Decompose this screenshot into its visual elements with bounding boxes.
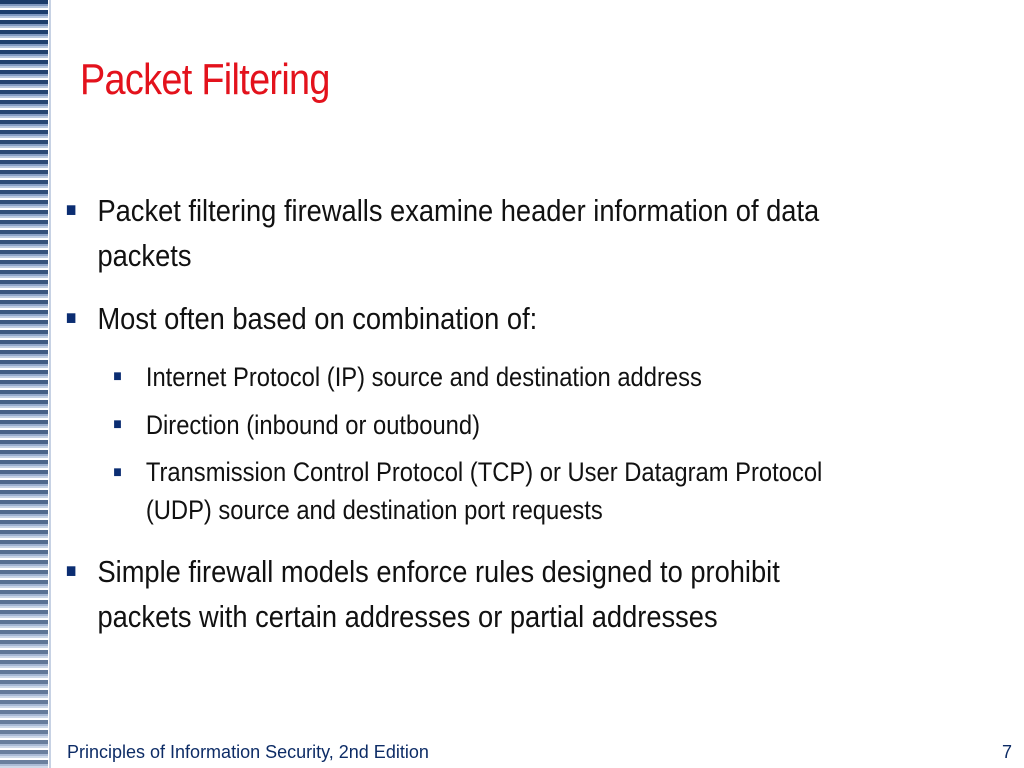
sub-bullet-tcp-udp [64, 453, 856, 529]
left-divider-line [49, 0, 51, 768]
square-bullet-icon: ■ [65, 199, 77, 221]
bullet-item-combination [64, 296, 856, 341]
bullet-item-simple-models [64, 549, 856, 639]
sub-bullet-text: Direction (inbound or outbound) [145, 410, 481, 440]
footer-book-title: Principles of Information Security, 2nd Edition [67, 742, 429, 762]
bullet-text: Simple firewall models enforce rules designed to prohibit packets with certain addresses or partial addresses [97, 554, 780, 634]
square-bullet-icon: ■ [113, 416, 122, 433]
sub-bullet-list [64, 357, 856, 529]
slide-content [64, 188, 856, 657]
sub-bullet-text: Transmission Control Protocol (TCP) or User Datagram Protocol (UDP) source and destination port requests [145, 457, 823, 525]
sub-bullet-text: Internet Protocol (IP) source and destination address [145, 362, 702, 392]
sub-bullet-direction [64, 405, 856, 445]
square-bullet-icon: ■ [65, 307, 77, 329]
bullet-text: Most often based on combination of: [97, 301, 538, 336]
slide-title: Packet Filtering [80, 55, 330, 104]
bullet-item-packet-filtering [64, 188, 856, 278]
page-number: 7 [1001, 742, 1012, 762]
square-bullet-icon: ■ [113, 464, 122, 481]
left-striped-band [0, 0, 48, 768]
square-bullet-icon: ■ [65, 560, 77, 582]
sub-bullet-ip-address [64, 357, 856, 397]
bullet-text: Packet filtering firewalls examine header information of data packets [97, 193, 820, 273]
square-bullet-icon: ■ [113, 368, 122, 385]
